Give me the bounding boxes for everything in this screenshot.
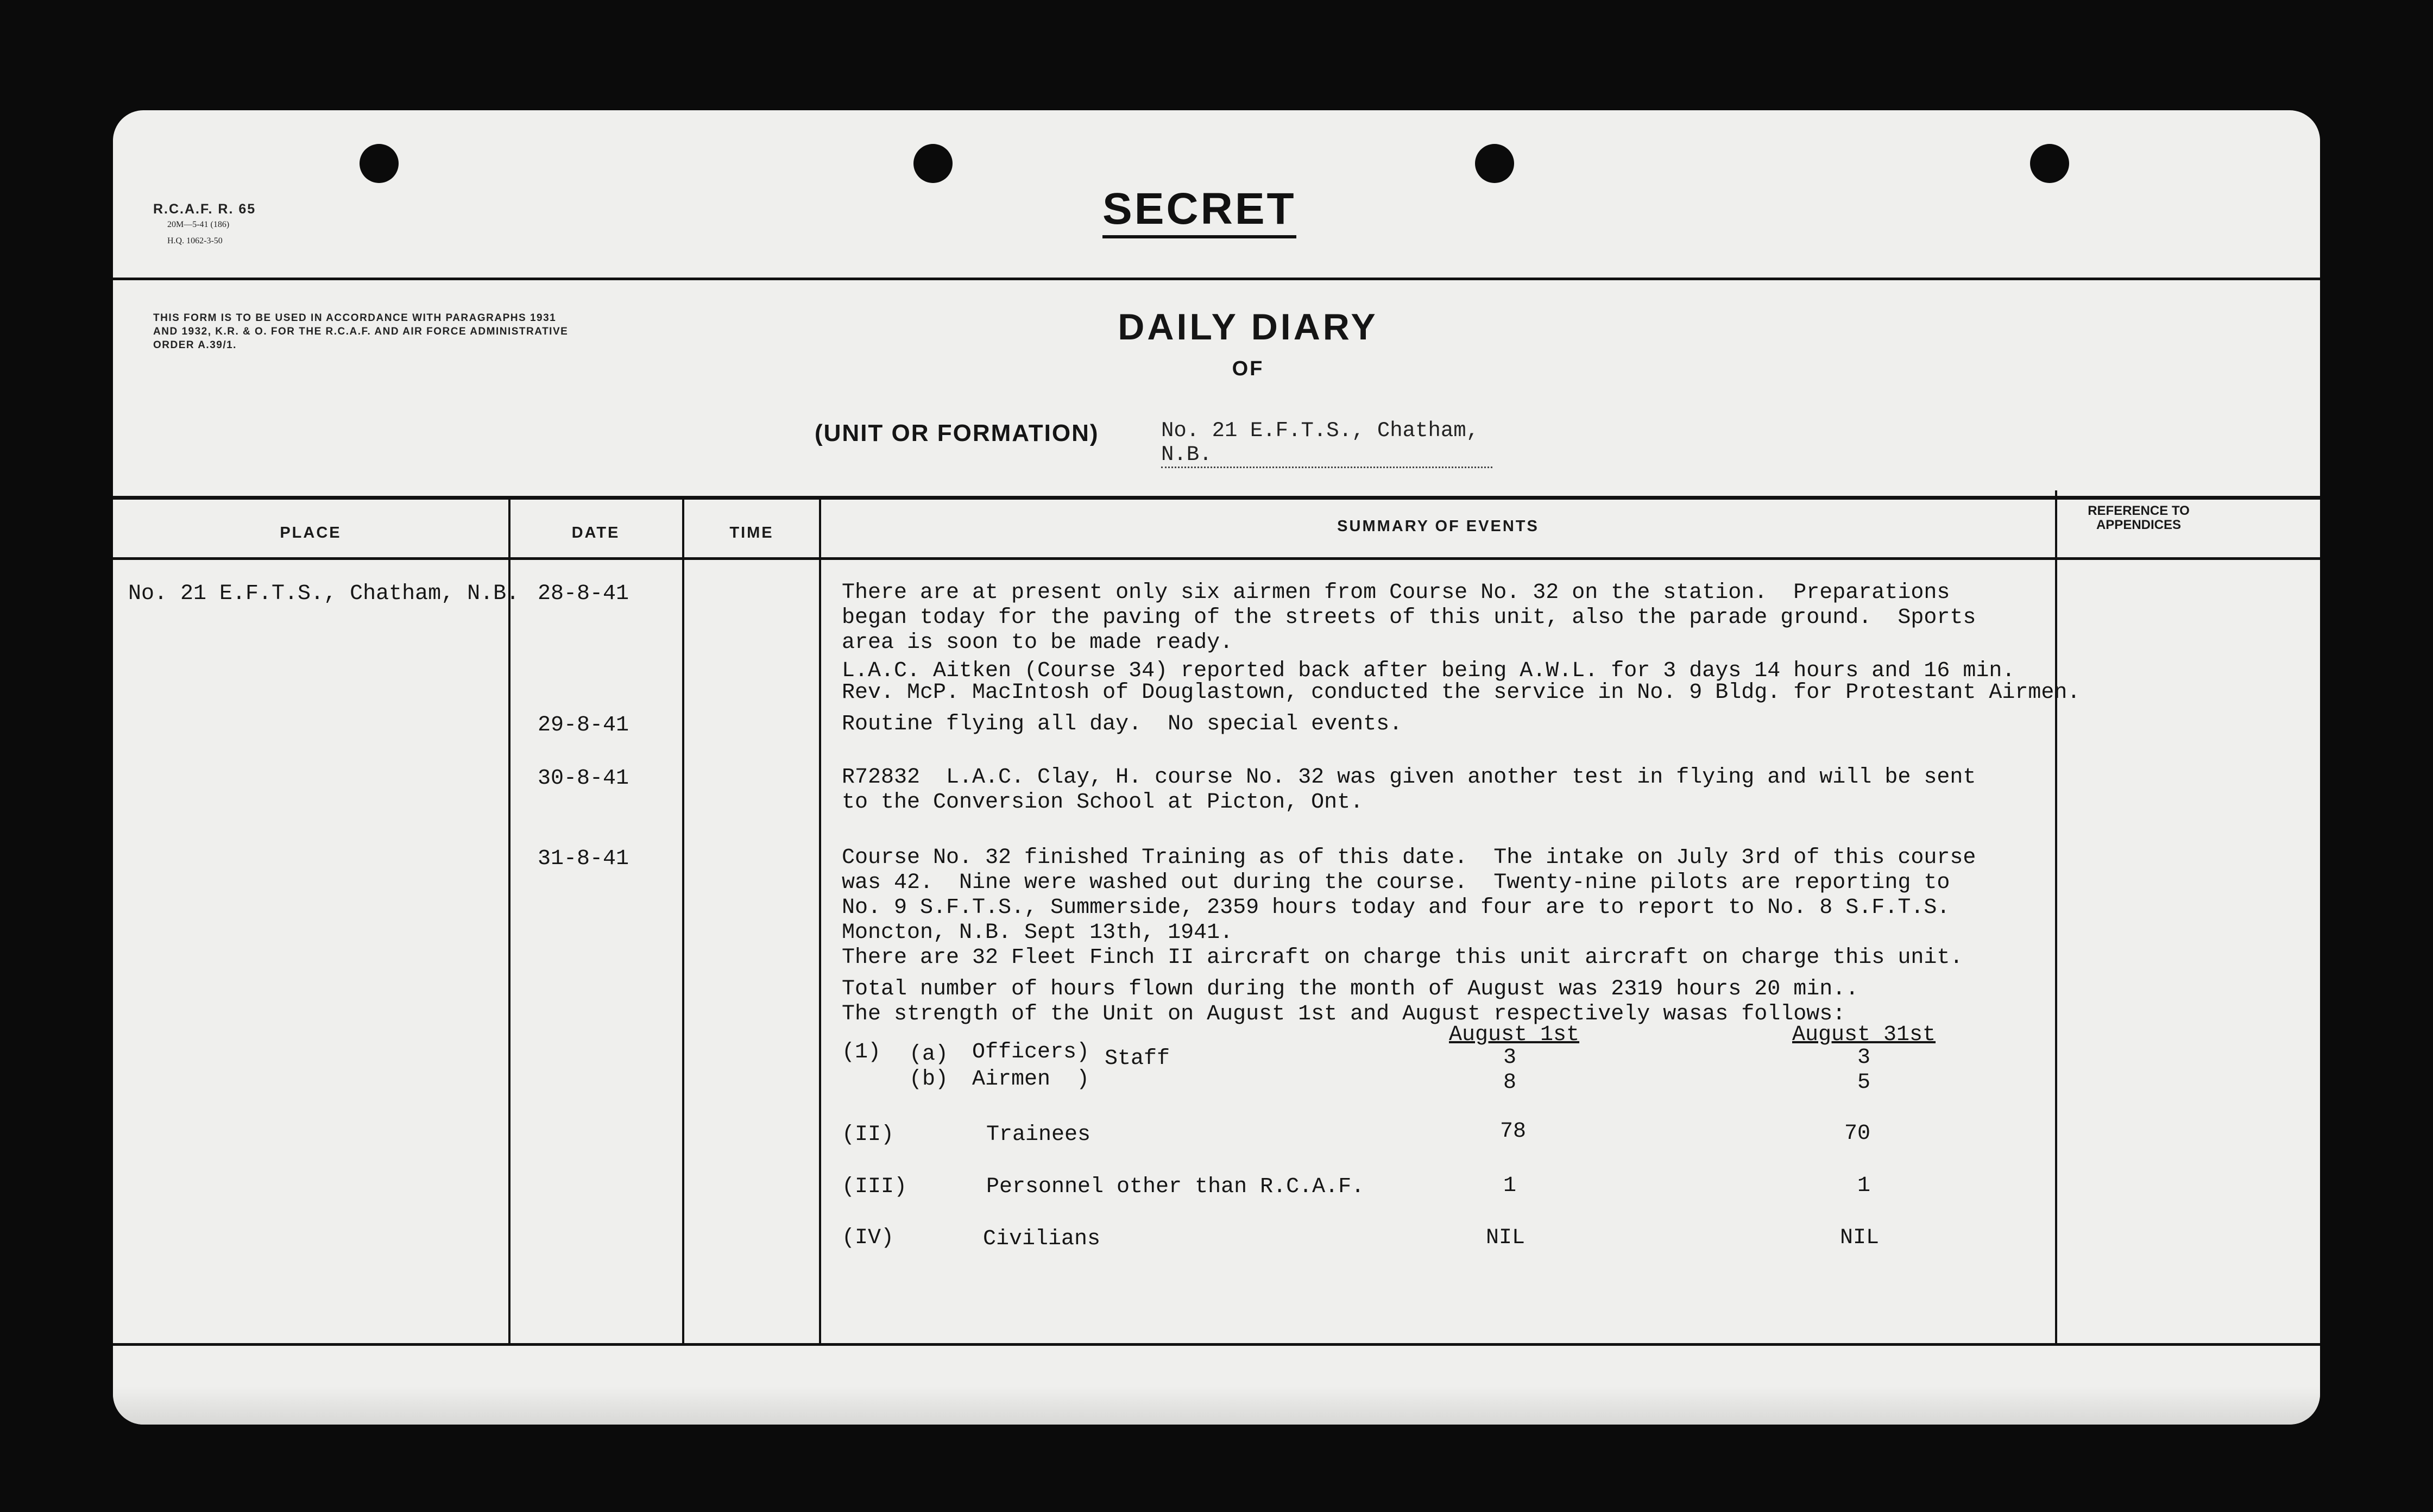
summary-line: Rev. McP. MacIntosh of Douglastown, conducted the service in No. 9 Bldg. for Protestant Airmen.	[842, 681, 2081, 705]
binder-hole	[2030, 144, 2069, 183]
summary-line: There are 32 Fleet Finch II aircraft on charge this unit aircraft on charge this unit.	[842, 946, 1963, 970]
paper-edge-shadow	[113, 1387, 2320, 1425]
column-header-date: DATE	[571, 524, 620, 541]
strength-v2: 70	[1844, 1122, 1871, 1146]
strength-sub: (b)	[909, 1067, 949, 1092]
binder-hole	[360, 144, 399, 183]
col-divider-date	[682, 498, 684, 1345]
summary-line: was 42. Nine were washed out during the course. Twenty-nine pilots are reporting to	[842, 871, 1950, 895]
col-divider-time	[819, 498, 821, 1345]
col-divider-summary	[2055, 490, 2057, 1345]
strength-num: (II)	[842, 1123, 894, 1147]
summary-line: began today for the paving of the streets of this unit, also the parade ground. Sports	[842, 606, 1976, 630]
column-header-reference: REFERENCE TO APPENDICES	[2088, 503, 2190, 532]
unit-value: No. 21 E.F.T.S., Chatham, N.B.	[1161, 419, 1492, 468]
entry-date: 28-8-41	[538, 582, 629, 606]
strength-v1: 8	[1503, 1070, 1517, 1095]
summary-line: There are at present only six airmen from Course No. 32 on the station. Preparations	[842, 581, 1950, 605]
strength-sub: (a)	[909, 1042, 949, 1067]
page-title: DAILY DIARY	[1118, 306, 1378, 348]
diary-sheet	[113, 110, 2320, 1425]
col-divider-place	[508, 498, 510, 1345]
usage-notice: THIS FORM IS TO BE USED IN ACCORDANCE WITH PARAGRAPHS 1931 AND 1932, K.R. & O. FOR THE R.C.A.F. AND AIR FORCE ADMINISTRATIVE ORDER A.39/1.	[153, 312, 569, 351]
strength-v1: 1	[1503, 1174, 1517, 1198]
column-header-place: PLACE	[280, 524, 342, 541]
strength-label: Personnel other than R.C.A.F.	[986, 1175, 1365, 1199]
unit-label: (UNIT OR FORMATION)	[815, 420, 1099, 446]
hq-code: H.Q. 1062-3-50	[167, 236, 223, 245]
security-classification: SECRET	[1102, 186, 1296, 238]
summary-line: L.A.C. Aitken (Course 34) reported back after being A.W.L. for 3 days 14 hours and 16 min.	[842, 659, 2015, 683]
place-entry: No. 21 E.F.T.S., Chatham, N.B.	[128, 582, 520, 606]
entry-date: 31-8-41	[538, 847, 629, 871]
table-top-rule	[113, 496, 2320, 500]
summary-line: No. 9 S.F.T.S., Summerside, 2359 hours today and four are to report to No. 8 S.F.T.S.	[842, 896, 1950, 920]
summary-line: Course No. 32 finished Training as of this date. The intake on July 3rd of this course	[842, 846, 1976, 870]
strength-v1: 78	[1500, 1119, 1527, 1144]
strength-label: Officers)	[972, 1040, 1090, 1064]
strength-v2: 5	[1857, 1070, 1871, 1095]
entry-date: 29-8-41	[538, 713, 629, 738]
form-number: R.C.A.F. R. 65	[153, 201, 256, 217]
header-rule	[113, 557, 2320, 560]
table-bottom-rule	[113, 1343, 2320, 1346]
strength-num: (III)	[842, 1175, 907, 1199]
strength-staff: Staff	[1105, 1047, 1170, 1071]
strength-v2: NIL	[1840, 1226, 1880, 1250]
strength-v1: 3	[1503, 1045, 1517, 1070]
strength-num: (1)	[842, 1040, 881, 1064]
binder-hole	[1475, 144, 1514, 183]
strength-label: Trainees	[986, 1123, 1091, 1147]
summary-line: Moncton, N.B. Sept 13th, 1941.	[842, 921, 1233, 945]
summary-line: to the Conversion School at Picton, Ont.	[842, 790, 1364, 815]
strength-num: (IV)	[842, 1226, 894, 1250]
summary-line: The strength of the Unit on August 1st and August respectively wasas follows:	[842, 1002, 1846, 1026]
print-code: 20M—5-41 (186)	[167, 220, 230, 229]
summary-line: Total number of hours flown during the month of August was 2319 hours 20 min..	[842, 977, 1859, 1001]
strength-label: Civilians	[983, 1227, 1101, 1251]
entry-date: 30-8-41	[538, 766, 629, 791]
summary-line: Routine flying all day. No special events.	[842, 712, 1403, 736]
column-header-summary: SUMMARY OF EVENTS	[1337, 518, 1539, 535]
column-header-time: TIME	[729, 524, 774, 541]
title-of: OF	[1232, 357, 1264, 380]
strength-v2: 1	[1857, 1174, 1871, 1198]
strength-col-aug1: August 1st	[1449, 1023, 1580, 1047]
strength-v1: NIL	[1486, 1226, 1526, 1250]
strength-label: Airmen )	[972, 1067, 1090, 1092]
binder-hole	[913, 144, 953, 183]
summary-line: R72832 L.A.C. Clay, H. course No. 32 was given another test in flying and will be sent	[842, 765, 1976, 790]
summary-line: area is soon to be made ready.	[842, 631, 1233, 655]
strength-v2: 3	[1857, 1045, 1871, 1070]
divider	[113, 278, 2320, 280]
strength-col-aug31: August 31st	[1792, 1023, 1936, 1047]
